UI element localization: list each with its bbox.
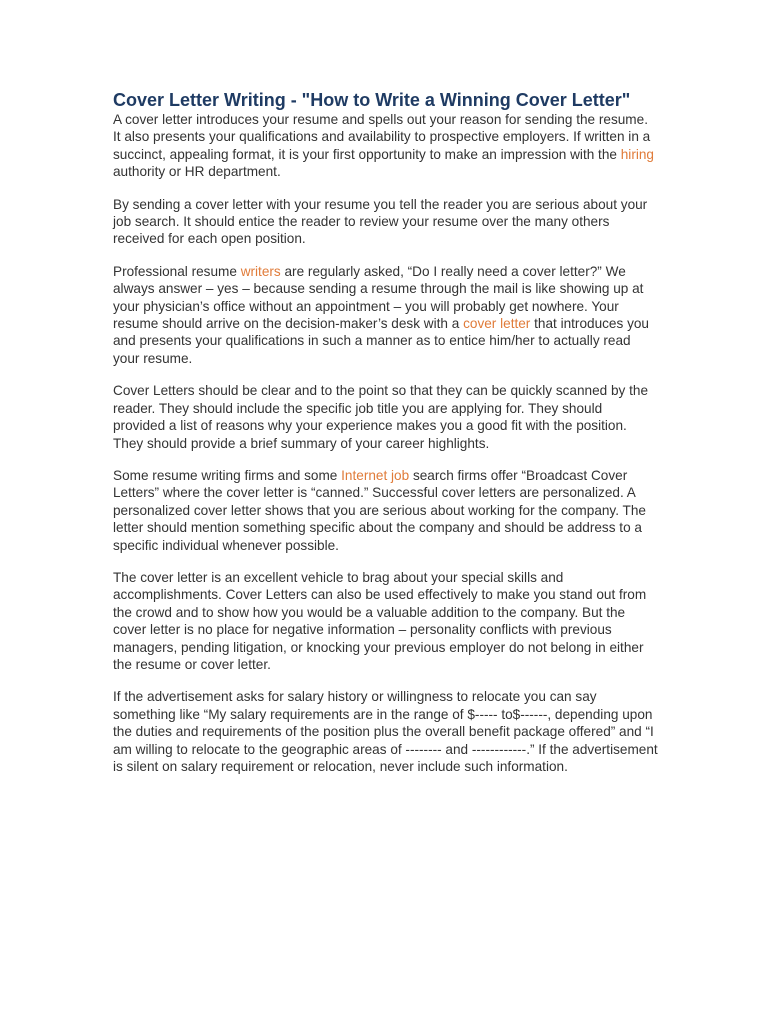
paragraph-brag-vehicle [113,569,658,673]
document-title: Cover Letter Writing - "How to Write a Winning Cover Letter" [113,90,631,110]
writers-link[interactable]: writers [240,263,281,279]
paragraph-professional-writers [113,263,658,367]
paragraph-intro [113,111,658,181]
paragraph-text: By sending a cover letter with your resume you tell the reader you are serious about your job search. It should entice the reader to review your resume over the many others received for each open position. [113,196,648,247]
paragraph-text: Cover Letters should be clear and to the point so that they can be quickly scanned by the reader. They should include the specific job title you are applying for. They should provided a list of reasons why your experience makes you a good fit with the position. They should provide a brief summary of your career highlights. [113,383,649,451]
paragraph-text: Some resume writing firms and some [113,467,342,483]
paragraph-text: authority or HR department. [113,164,281,180]
document-page [113,90,658,790]
paragraph-clear-and-to-point [113,382,658,452]
paragraph-text: are regularly asked, “Do I really need a cover letter?” We always answer – yes – because sending a resume through the mail is like showing up at your physician’s office without an appointment – you will probably get nowhere. Your resume should arrive on the decision-maker’s desk with a [113,263,644,332]
paragraph-broadcast-letters [113,467,658,554]
cover-letter-link[interactable]: cover letter [463,316,531,332]
paragraph-text: Professional resume [113,263,241,279]
paragraph-text: A cover letter introduces your resume and spells out your reason for sending the resume. It also presents your qualifications and availability to prospective employers. If written in a succinct, appealing format, it is your first opportunity to make an impression with the [113,112,651,162]
paragraph-text: If the advertisement asks for salary history or willingness to relocate you can say something like “My salary requirements are in the range of $----- to$------, depending upon the duties and requirements of the position plus the overall benefit package offered” and “I am willing to relocate to the geographic areas of -------- and ------------.” If the advertisement is silent on salary requirement or relocation, never include such information. [113,689,658,774]
paragraph-text: The cover letter is an excellent vehicle to brag about your special skills and accomplishments. Cover Letters can also be used effectively to make you stand out from the crowd and to show how you would be a valuable addition to the company. But the cover letter is no place for negative information – personality conflicts with previous managers, pending litigation, or knocking your previous employer do not belong in either the resume or cover letter. [113,569,647,672]
paragraph-salary-history [113,688,658,775]
hiring-link[interactable]: hiring [620,146,654,162]
paragraph-job-search [113,196,658,248]
paragraph-text: that introduces you and presents your qualifications in such a manner as to entice him/her to actually read your resume. [113,316,649,366]
internet-job-link[interactable]: Internet job [341,467,410,483]
paragraph-text: search firms offer “Broadcast Cover Letters” where the cover letter is “canned.” Successful cover letters are personalized. A personalized cover letter shows that you are serious about working for the company. The letter should mention something specific about the company and should be address to a specific individual whenever possible. [113,467,646,553]
